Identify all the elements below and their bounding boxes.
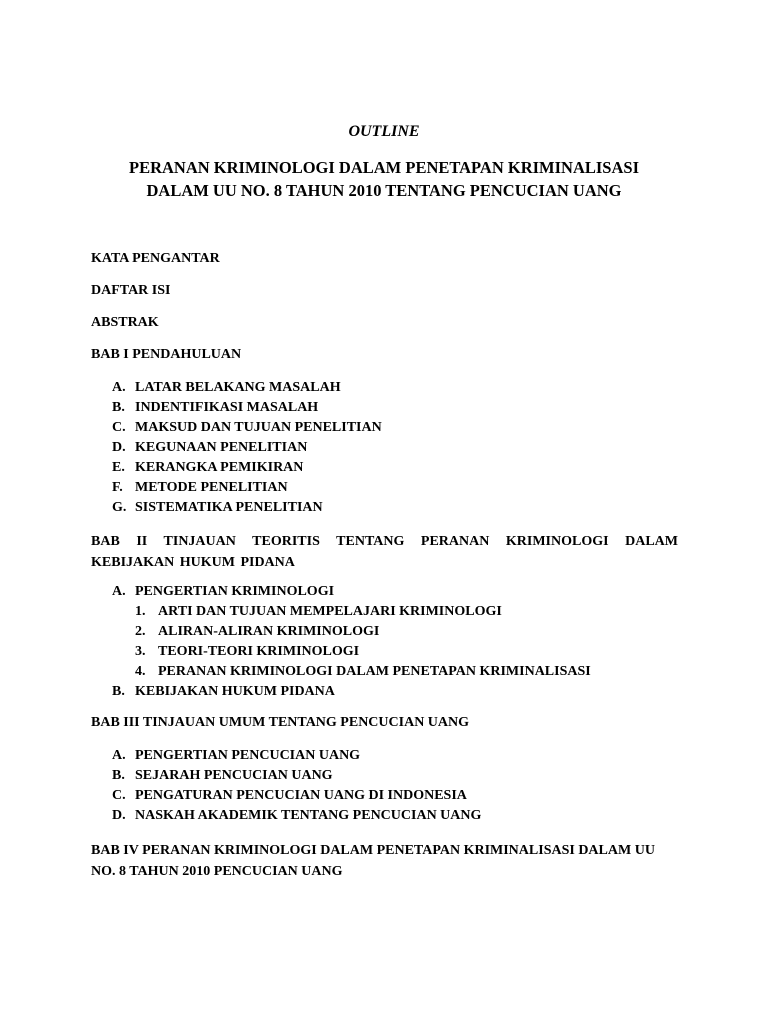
list-marker: G. bbox=[112, 500, 127, 515]
list-item-label: PENGERTIAN PENCUCIAN UANG bbox=[135, 748, 361, 763]
list-item-label: ARTI DAN TUJUAN MEMPELAJARI KRIMINOLOGI bbox=[158, 604, 502, 619]
list-item bbox=[112, 582, 672, 602]
list-item bbox=[112, 806, 672, 826]
list-item-label: PENGERTIAN KRIMINOLOGI bbox=[135, 584, 335, 599]
list-item-label: METODE PENELITIAN bbox=[135, 480, 288, 495]
title-line-1: PERANAN KRIMINOLOGI DALAM PENETAPAN KRIMINALISASI bbox=[128, 158, 639, 177]
list-item-label: TEORI-TEORI KRIMINOLOGI bbox=[158, 644, 360, 659]
list-item-label: SISTEMATIKA PENELITIAN bbox=[135, 500, 323, 515]
title-line-2: DALAM UU NO. 8 TAHUN 2010 TENTANG PENCUCIAN UANG bbox=[146, 181, 622, 200]
list-item-label: KEBIJAKAN HUKUM PIDANA bbox=[135, 684, 335, 699]
list-item-label: PENGATURAN PENCUCIAN UANG DI INDONESIA bbox=[135, 788, 467, 803]
list-marker: B. bbox=[112, 768, 125, 783]
list-item-label: NASKAH AKADEMIK TENTANG PENCUCIAN UANG bbox=[135, 808, 482, 823]
bab1-list bbox=[112, 378, 672, 518]
list-item-label: LATAR BELAKANG MASALAH bbox=[135, 380, 341, 395]
list-item-label: INDENTIFIKASI MASALAH bbox=[135, 400, 319, 415]
list-marker: 3. bbox=[135, 644, 146, 659]
sub-list-item bbox=[112, 602, 672, 622]
list-item bbox=[112, 682, 672, 702]
bab3-list bbox=[112, 746, 672, 826]
list-item-label: KEGUNAAN PENELITIAN bbox=[135, 440, 308, 455]
list-marker: F. bbox=[112, 480, 123, 495]
list-item-label: SEJARAH PENCUCIAN UANG bbox=[135, 768, 333, 783]
sub-list-item bbox=[112, 622, 672, 642]
bab2-list bbox=[112, 582, 672, 702]
list-item bbox=[112, 746, 672, 766]
list-item-label: MAKSUD DAN TUJUAN PENELITIAN bbox=[135, 420, 382, 435]
list-marker: D. bbox=[112, 440, 126, 455]
bab2-title: BAB II TINJAUAN TEORITIS TENTANG PERANAN KRIMINOLOGI DALAM KEBIJAKAN HUKUM PIDANA bbox=[91, 534, 678, 570]
outline-label: OUTLINE bbox=[348, 123, 420, 140]
list-item bbox=[112, 766, 672, 786]
list-marker: D. bbox=[112, 808, 126, 823]
list-item bbox=[112, 378, 672, 398]
bab3-title: BAB III TINJAUAN UMUM TENTANG PENCUCIAN UANG bbox=[91, 715, 470, 730]
list-marker: 2. bbox=[135, 624, 146, 639]
list-marker: B. bbox=[112, 400, 125, 415]
list-item bbox=[112, 458, 672, 478]
list-item bbox=[112, 478, 672, 498]
list-item-label: ALIRAN-ALIRAN KRIMINOLOGI bbox=[158, 624, 380, 639]
daftar-isi: DAFTAR ISI bbox=[91, 283, 171, 298]
list-marker: C. bbox=[112, 420, 126, 435]
list-marker: A. bbox=[112, 584, 126, 599]
list-item bbox=[112, 498, 672, 518]
bab1-title: BAB I PENDAHULUAN bbox=[91, 347, 242, 362]
document-title bbox=[60, 156, 708, 202]
list-item bbox=[112, 418, 672, 438]
list-item-label: PERANAN KRIMINOLOGI DALAM PENETAPAN KRIMINALISASI bbox=[158, 664, 591, 679]
sub-list-item bbox=[112, 642, 672, 662]
list-marker: C. bbox=[112, 788, 126, 803]
list-marker: 1. bbox=[135, 604, 146, 619]
list-item-label: KERANGKA PEMIKIRAN bbox=[135, 460, 304, 475]
kata-pengantar: KATA PENGANTAR bbox=[91, 251, 220, 266]
list-marker: A. bbox=[112, 748, 126, 763]
list-item bbox=[112, 786, 672, 806]
list-marker: E. bbox=[112, 460, 125, 475]
sub-list-item bbox=[112, 662, 672, 682]
list-item bbox=[112, 398, 672, 418]
bab4-title: BAB IV PERANAN KRIMINOLOGI DALAM PENETAPAN KRIMINALISASI DALAM UU NO. 8 TAHUN 2010 PENCUCIAN UANG bbox=[91, 843, 655, 879]
list-marker: B. bbox=[112, 684, 125, 699]
list-marker: A. bbox=[112, 380, 126, 395]
abstrak: ABSTRAK bbox=[91, 315, 159, 330]
list-item bbox=[112, 438, 672, 458]
list-marker: 4. bbox=[135, 664, 146, 679]
